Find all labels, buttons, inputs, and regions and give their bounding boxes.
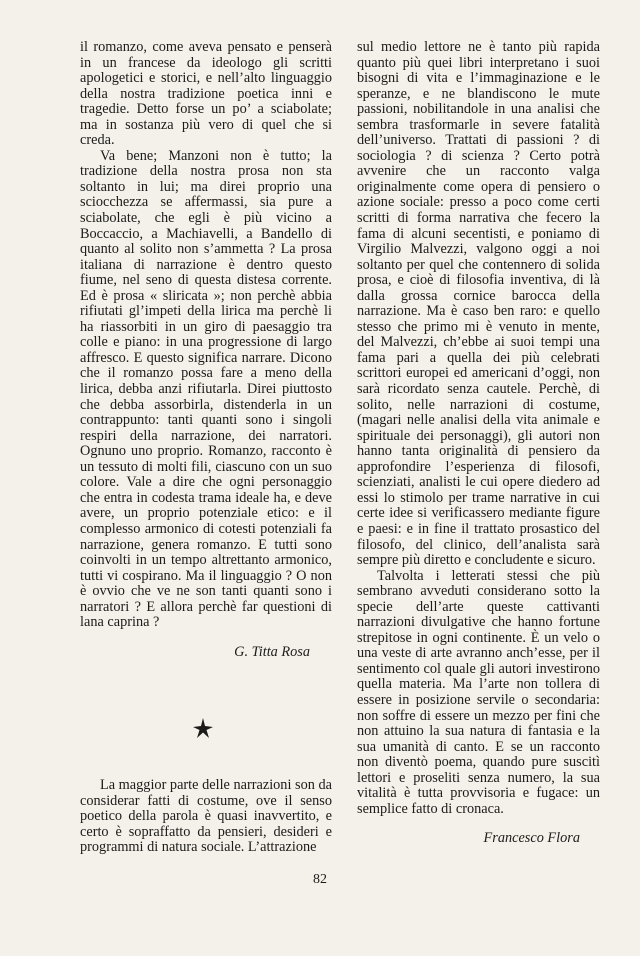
paragraph: Talvolta i letterati stessi che più sembrano avveduti considerano sotto la specie dell’arte queste cattivanti narrazioni divulgative che hanno fortune strepitose in ogni continente. È un velo o una veste di arte avranno anch’esse, per il sentimento col quale gli autori investirono quella materia. Ma l’arte non tollera di essere in posizione servile o secondaria: non soffre di essere un mezzo per fini che non attuino la sua natura di fantasia e la sua umanità di canto. E se un racconto non diventò poema, quando pure suscitì lettori e proseliti senza numero, la sua vitalità è tutta provvisoria e fugace: un semplice fatto di cronaca. xyxy=(357,567,600,817)
paragraph: il romanzo, come aveva pensato e penserà in un francese da ideologo gli scritti apologetici e storici, e nell’alto linguaggio della nostra tradizione poetica inni e tragedie. Detto forse un po’ a sciabolate; ma in sostanza più vero di quel che si creda. xyxy=(80,39,332,149)
author-signature: Francesco Flora xyxy=(483,830,580,847)
paragraph: sul medio lettore ne è tanto più rapida quanto più quei libri interpretano i suoi bisogni di vita e l’immaginazione e le speranze, e ne blandiscono le mute passioni, nobilitandole in una analisi che sembra trasformarle in severe fatalità dell’universo. Trattati di passioni ? di sociologia ? di scienza ? Certo potrà avvenire che un racconto valga originalmente come opera di pensiero o azione sociale: presso a poco come certi scritti di forma narrativa che fecero la fama di alcuni secentisti, e poniamo di Virgilio Malvezzi, valgono oggi a noi soltanto per quel che contennero di solida prosa, e cioè di filosofia inventiva, di là dalla grossa cornice barocca della narrazione. Ma è caso ben raro: e quello stesso che primo mi è venuto in mente, del Malvezzi, ch’ebbe ai suoi tempi una fama pari a quella dei più celebrati scrittori europei ed americani d’oggi, non sarà ricordato senza cautele. Perchè, di solito, nelle narrazioni di costume, (magari nelle analisi della vita animale e spirituale dei personaggi), gli autori non hanno tanta originalità di pensiero da approfondire l’esperienza di filosofi, scienziati, analisti le cui opere diedero ad essi lo stimolo per trame narrative in cui certe idee si verificassero mediante figure e paesi: e in fine il trattato prosastico del filosofo, del clinico, dell’analista sarà sempre più diretto e concludente e sicuro. xyxy=(357,39,600,569)
paragraph: La maggior parte delle narrazioni son da considerar fatti di costume, ove il senso poetico della parola è quasi inavvertito, e certo è sopraffatto da pensieri, desideri e programmi di natura sociale. L’attrazione xyxy=(80,777,332,856)
left-column xyxy=(80,40,332,660)
page-number: 82 xyxy=(313,872,327,887)
paragraph: Va bene; Manzoni non è tutto; la tradizione della nostra prosa non sta soltanto in lui; ma direi proprio una sciocchezza se affermassi, sia pure a sciabolate, che egli è più vicino a Boccaccio, a Machiavelli, a Bandello di quanto al solito non s’ammetta ? La prosa italiana di narrazione è dentro questo fiume, nel seno di questa distesa corrente. Ed è prosa « sliricata »; non perchè abbia rifiutati gl’impeti della lirica ma perchè li ha riassorbiti in un giro di paesaggio tra colle e piano: in una progressione di largo affresco. E questo significa narrare. Dicono che il romanzo possa fare a meno della lirica, debba anzi rifiutarla. Direi piuttosto che debba assorbirla, distenderla in un contrappunto: tanti quanti sono i singoli respiri della narrazione, dei narratori. Ognuno uno proprio. Romanzo, racconto è un tessuto di molti fili, ciascuno con un suo colore. Vale a dire che ogni personaggio che entra in codesta trama ideale ha, e deve avere, un proprio potenziale etico: e il complesso armonico di cotesti potenziali fa narrazione, genera romanzo. E tutti sono coinvolti in un tempo altrettanto armonico, tutti vi cospirano. Ma il linguaggio ? O non è ovvio che ve ne son tanti quanti sono i narratori ? E allora perchè far questioni di lana caprina ? xyxy=(80,147,332,631)
author-signature: G. Titta Rosa xyxy=(234,643,310,660)
star-ornament-icon xyxy=(191,716,215,740)
right-column xyxy=(357,40,600,847)
second-article xyxy=(80,778,332,856)
